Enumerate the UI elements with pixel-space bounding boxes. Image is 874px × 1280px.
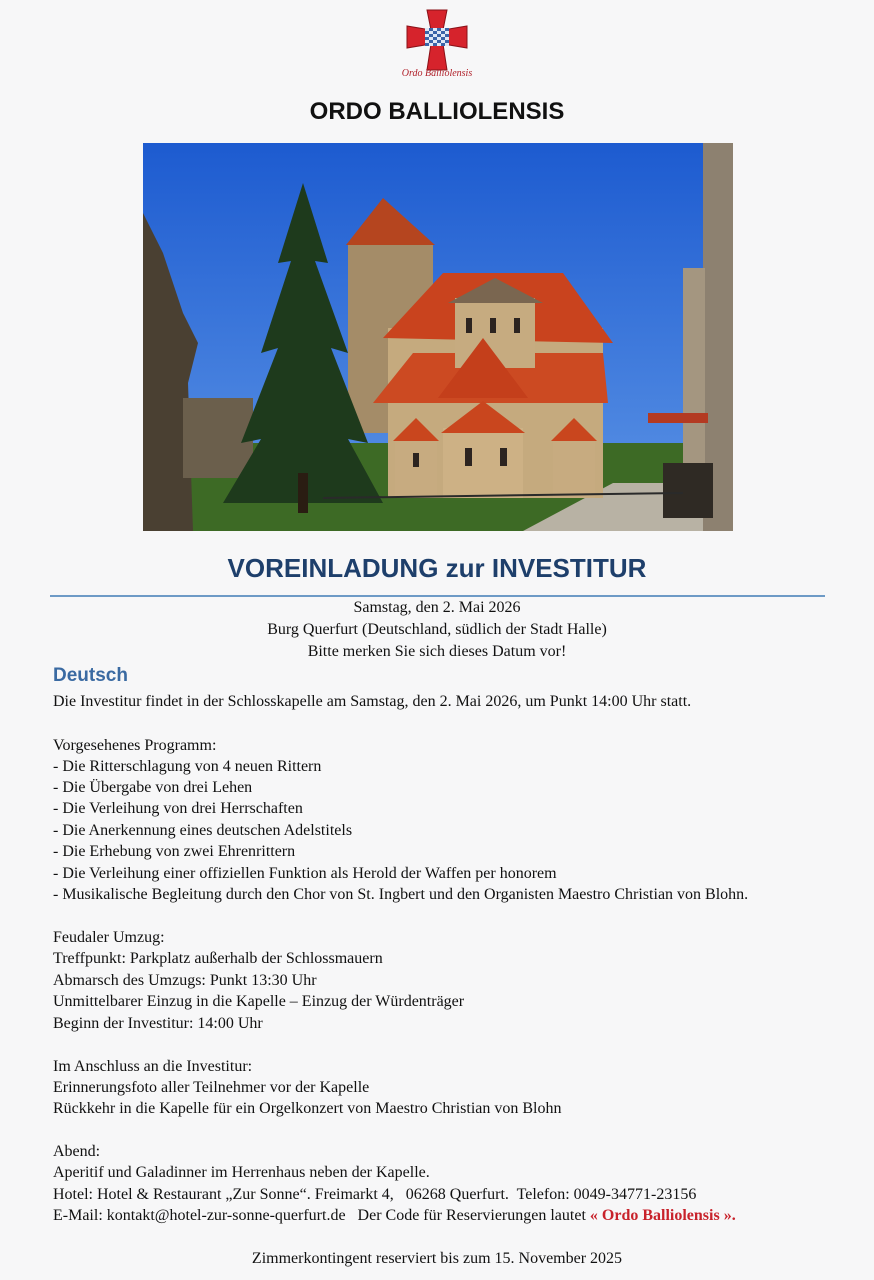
section-language-heading: Deutsch: [53, 665, 128, 686]
procession-line: Beginn der Investitur: 14:00 Uhr: [53, 1015, 263, 1032]
after-line: Erinnerungsfoto aller Teilnehmer vor der Kapelle: [53, 1079, 370, 1096]
castle-chapel-photo: [143, 143, 733, 531]
procession-heading: Feudaler Umzug:: [53, 929, 165, 946]
program-item: - Die Übergabe von drei Lehen: [53, 779, 253, 796]
document-title: VOREINLADUNG zur INVESTITUR: [227, 553, 647, 583]
title-divider: [50, 595, 825, 597]
event-location: Burg Querfurt (Deutschland, südlich der Stadt Halle): [267, 621, 607, 638]
organization-title: ORDO BALLIOLENSIS: [309, 98, 565, 125]
footer-note: Zimmerkontingent reserviert bis zum 15. November 2025: [251, 1250, 623, 1267]
email-line: [53, 1207, 736, 1225]
program-item: - Die Ritterschlagung von 4 neuen Rittern: [53, 758, 322, 775]
event-date: Samstag, den 2. Mai 2026: [353, 599, 521, 616]
after-line: Rückkehr in die Kapelle für ein Orgelkonzert von Maestro Christian von Blohn: [53, 1100, 562, 1117]
hotel-line: Hotel: Hotel & Restaurant „Zur Sonne“. Freimarkt 4, 06268 Querfurt. Telefon: 0049-34771-23156: [53, 1186, 697, 1203]
after-heading: Im Anschluss an die Investitur:: [53, 1058, 253, 1075]
program-item: - Die Verleihung von drei Herrschaften: [53, 800, 303, 817]
logo-text: Ordo Balliolensis: [401, 68, 473, 79]
procession-line: Treffpunkt: Parkplatz außerhalb der Schlossmauern: [53, 950, 383, 967]
program-item: - Die Anerkennung eines deutschen Adelstitels: [53, 822, 353, 839]
program-item: - Die Verleihung einer offiziellen Funktion als Herold der Waffen per honorem: [53, 865, 557, 882]
save-the-date-note: Bitte merken Sie sich dieses Datum vor!: [307, 643, 567, 660]
evening-heading: Abend:: [53, 1143, 101, 1160]
procession-line: Unmittelbarer Einzug in die Kapelle – Einzug der Würdenträger: [53, 993, 465, 1010]
program-item: - Musikalische Begleitung durch den Chor von St. Ingbert und den Organisten Maestro Christian von Blohn.: [53, 886, 749, 903]
program-item: - Die Erhebung von zwei Ehrenrittern: [53, 843, 296, 860]
procession-line: Abmarsch des Umzugs: Punkt 13:30 Uhr: [53, 972, 317, 989]
intro-text: Die Investitur findet in der Schlosskapelle am Samstag, den 2. Mai 2026, um Punkt 14:00 Uhr statt.: [53, 693, 692, 710]
email-and-code-text: E-Mail: kontakt@hotel-zur-sonne-querfurt.de Der Code für Reservierungen lautet: [53, 1207, 590, 1224]
reservation-code: « Ordo Balliolensis ».: [589, 1207, 736, 1224]
program-heading: Vorgesehenes Programm:: [53, 737, 217, 754]
evening-dinner-line: Aperitif und Galadinner im Herrenhaus neben der Kapelle.: [53, 1164, 430, 1181]
